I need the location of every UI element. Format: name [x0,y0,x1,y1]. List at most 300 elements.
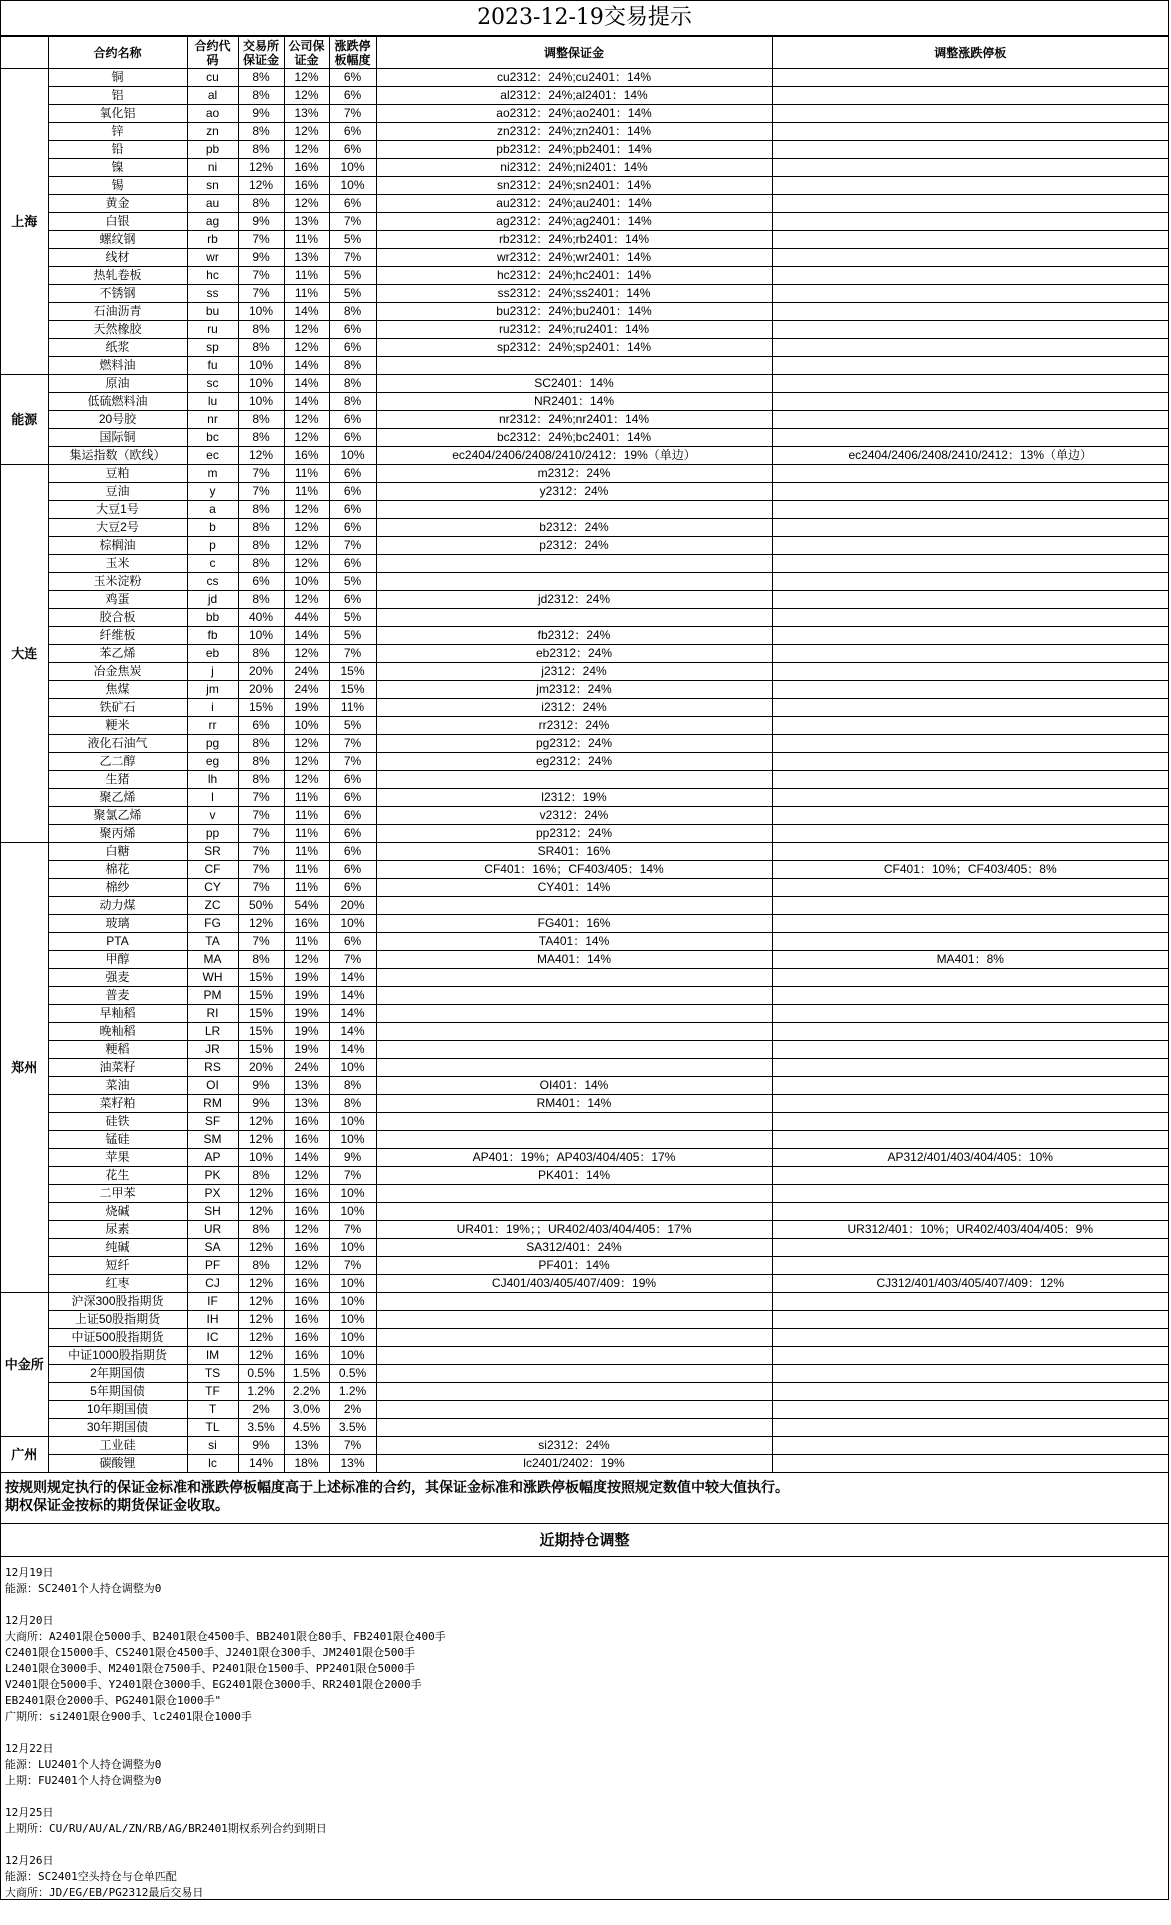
contract-name: 动力煤 [48,897,187,915]
contract-code: bu [187,303,238,321]
table-row [1,285,1168,303]
table-row [1,267,1168,285]
adjusted-limit [772,1077,1168,1095]
company-margin: 12% [284,771,329,789]
contract-name: 热轧卷板 [48,267,187,285]
contract-name: 原油 [48,375,187,393]
adjusted-limit [772,663,1168,681]
table-row [1,915,1168,933]
limit-range: 9% [329,1149,376,1167]
limit-range: 7% [329,213,376,231]
adjusted-limit [772,555,1168,573]
contract-name: 聚乙烯 [48,789,187,807]
contract-name: 5年期国债 [48,1383,187,1401]
contract-code: ag [187,213,238,231]
contract-name: 石油沥青 [48,303,187,321]
company-margin: 12% [284,429,329,447]
company-margin: 16% [284,1275,329,1293]
adjusted-margin: ru2312：24%;ru2401：14% [376,321,772,339]
exchange-margin: 8% [238,537,284,555]
limit-range: 10% [329,1311,376,1329]
adjusted-margin: TA401：14% [376,933,772,951]
adjusted-margin: SA312/401：24% [376,1239,772,1257]
adjusted-margin [376,1383,772,1401]
adjusted-limit [772,789,1168,807]
adjusted-margin: zn2312：24%;zn2401：14% [376,123,772,141]
adjusted-margin [376,1203,772,1221]
limit-range: 7% [329,645,376,663]
contract-name: 强麦 [48,969,187,987]
exchange-margin: 10% [238,393,284,411]
contract-code: y [187,483,238,501]
contract-name: 棉花 [48,861,187,879]
exchange-margin: 20% [238,681,284,699]
contract-code: IM [187,1347,238,1365]
contract-name: 生猪 [48,771,187,789]
exchange-margin: 3.5% [238,1419,284,1437]
table-row [1,1257,1168,1275]
adjusted-limit [772,177,1168,195]
adjusted-margin [376,1059,772,1077]
contract-name: 棉纱 [48,879,187,897]
table-row [1,1419,1168,1437]
company-margin: 18% [284,1455,329,1473]
company-margin: 16% [284,1113,329,1131]
adjusted-limit: CF401：10%；CF403/405：8% [772,861,1168,879]
limit-range: 6% [329,591,376,609]
contract-name: 10年期国债 [48,1401,187,1419]
exchange-margin: 0.5% [238,1365,284,1383]
contract-name: 菜籽粕 [48,1095,187,1113]
exchange-margin: 12% [238,1113,284,1131]
contract-code: cs [187,573,238,591]
table-row [1,1185,1168,1203]
table-row [1,1041,1168,1059]
adjusted-limit [772,1023,1168,1041]
header-cell [1,37,48,69]
company-margin: 19% [284,1023,329,1041]
company-margin: 16% [284,1239,329,1257]
company-margin: 16% [284,1311,329,1329]
adjustment-line: 上期所：CU/RU/AU/AL/ZN/RB/AG/BR2401期权系列合约到期日 [5,1822,327,1835]
contract-name: 锌 [48,123,187,141]
company-margin: 11% [284,789,329,807]
limit-range: 5% [329,573,376,591]
adjusted-margin: eb2312：24% [376,645,772,663]
adjusted-margin: sn2312：24%;sn2401：14% [376,177,772,195]
adjustment-line: 能源：LU2401个人持仓调整为0 [5,1758,162,1771]
contract-code: AP [187,1149,238,1167]
contract-name: 铅 [48,141,187,159]
adjusted-margin: ao2312：24%;ao2401：14% [376,105,772,123]
adjusted-limit [772,231,1168,249]
exchange-margin: 15% [238,699,284,717]
table-row [1,195,1168,213]
company-margin: 19% [284,1041,329,1059]
table-row [1,123,1168,141]
adjusted-margin: PF401：14% [376,1257,772,1275]
contract-name: 玉米 [48,555,187,573]
table-row [1,501,1168,519]
contract-code: cu [187,69,238,87]
adjusted-limit: ec2404/2406/2408/2410/2412：13%（单边） [772,447,1168,465]
table-row [1,879,1168,897]
contract-code: rb [187,231,238,249]
contract-name: 2年期国债 [48,1365,187,1383]
company-margin: 11% [284,807,329,825]
contract-code: PX [187,1185,238,1203]
table-row [1,1437,1168,1455]
contract-code: MA [187,951,238,969]
adjusted-limit [772,267,1168,285]
adjusted-margin [376,1185,772,1203]
adjusted-limit [772,195,1168,213]
adjustment-line: L2401限仓3000手、M2401限仓7500手、P2401限仓1500手、PP2401限仓5000手 [5,1662,416,1675]
recent-adjustments [1,1557,1168,1925]
exchange-margin: 8% [238,951,284,969]
contract-name: PTA [48,933,187,951]
adjusted-limit [772,825,1168,843]
table-row [1,933,1168,951]
limit-range: 8% [329,1095,376,1113]
company-margin: 11% [284,879,329,897]
adjusted-margin [376,1005,772,1023]
exchange-margin: 8% [238,519,284,537]
adjusted-margin [376,969,772,987]
adjusted-limit [772,627,1168,645]
company-margin: 24% [284,663,329,681]
contract-code: PK [187,1167,238,1185]
contract-code: RM [187,1095,238,1113]
contract-code: TL [187,1419,238,1437]
company-margin: 12% [284,69,329,87]
header-cell: 公司保证金 [284,37,329,69]
limit-range: 7% [329,753,376,771]
exchange-margin: 7% [238,933,284,951]
exchange-margin: 20% [238,1059,284,1077]
exchange-margin: 15% [238,969,284,987]
adjustment-date: 12月26日 [5,1854,54,1867]
contract-code: SR [187,843,238,861]
contract-name: 螺纹钢 [48,231,187,249]
company-margin: 11% [284,483,329,501]
rule-note [1,1473,1168,1524]
contract-code: TA [187,933,238,951]
contract-code: TF [187,1383,238,1401]
company-margin: 2.2% [284,1383,329,1401]
company-margin: 12% [284,123,329,141]
company-margin: 12% [284,339,329,357]
exchange-margin: 12% [238,447,284,465]
exchange-margin: 12% [238,159,284,177]
adjusted-margin: p2312：24% [376,537,772,555]
contract-name: 粳稻 [48,1041,187,1059]
company-margin: 12% [284,195,329,213]
adjusted-limit [772,393,1168,411]
company-margin: 19% [284,699,329,717]
company-margin: 13% [284,249,329,267]
adjusted-margin [376,1329,772,1347]
table-row [1,735,1168,753]
exchange-margin: 12% [238,1239,284,1257]
limit-range: 7% [329,951,376,969]
contract-name: 纯碱 [48,1239,187,1257]
adjusted-limit [772,1059,1168,1077]
adjusted-margin [376,1365,772,1383]
table-row [1,987,1168,1005]
contract-code: eg [187,753,238,771]
adjusted-margin [376,1401,772,1419]
exchange-margin: 12% [238,177,284,195]
company-margin: 12% [284,87,329,105]
company-margin: 11% [284,285,329,303]
limit-range: 6% [329,321,376,339]
limit-range: 15% [329,663,376,681]
contract-name: 硅铁 [48,1113,187,1131]
contract-code: p [187,537,238,555]
adjusted-limit [772,87,1168,105]
contract-code: wr [187,249,238,267]
contract-name: 燃料油 [48,357,187,375]
table-row [1,1023,1168,1041]
contract-code: JR [187,1041,238,1059]
exchange-margin: 9% [238,1437,284,1455]
adjusted-limit [772,987,1168,1005]
exchange-margin: 12% [238,1185,284,1203]
adjusted-margin: sp2312：24%;sp2401：14% [376,339,772,357]
adjusted-margin: jd2312：24% [376,591,772,609]
contract-code: bc [187,429,238,447]
adjusted-margin [376,987,772,1005]
table-row [1,645,1168,663]
contract-code: IF [187,1293,238,1311]
contract-code: ao [187,105,238,123]
table-row [1,159,1168,177]
adjusted-margin: y2312：24% [376,483,772,501]
limit-range: 6% [329,519,376,537]
contract-name: 冶金焦炭 [48,663,187,681]
limit-range: 0.5% [329,1365,376,1383]
adjusted-limit [772,465,1168,483]
note-line: 按规则规定执行的保证金标准和涨跌停板幅度高于上述标准的合约，其保证金标准和涨跌停板幅度按照规定数值中较大值执行。 [5,1480,789,1496]
adjustment-line: 大商所：JD/EG/EB/PG2312最后交易日 [5,1886,204,1899]
limit-range: 7% [329,249,376,267]
company-margin: 11% [284,267,329,285]
adjusted-limit [772,1167,1168,1185]
contract-name: 粳米 [48,717,187,735]
table-row [1,1329,1168,1347]
exchange-margin: 2% [238,1401,284,1419]
adjusted-limit [772,411,1168,429]
limit-range: 8% [329,393,376,411]
exchange-margin: 9% [238,213,284,231]
contract-name: 铜 [48,69,187,87]
exchange-cell: 郑州 [1,843,48,1293]
contract-code: ec [187,447,238,465]
exchange-margin: 8% [238,753,284,771]
limit-range: 6% [329,411,376,429]
contract-name: 低硫燃料油 [48,393,187,411]
contract-name: 30年期国债 [48,1419,187,1437]
contract-name: 短纤 [48,1257,187,1275]
contract-name: 花生 [48,1167,187,1185]
exchange-margin: 8% [238,87,284,105]
limit-range: 10% [329,447,376,465]
contract-name: 纤维板 [48,627,187,645]
adjusted-limit [772,1401,1168,1419]
limit-range: 2% [329,1401,376,1419]
adjusted-margin: hc2312：24%;hc2401：14% [376,267,772,285]
table-row [1,861,1168,879]
limit-range: 5% [329,717,376,735]
exchange-margin: 8% [238,555,284,573]
contract-name: 油菜籽 [48,1059,187,1077]
company-margin: 12% [284,141,329,159]
table-row [1,1347,1168,1365]
adjusted-limit: CJ312/401/403/405/407/409：12% [772,1275,1168,1293]
adjusted-limit [772,159,1168,177]
table-row [1,375,1168,393]
adjustment-date: 12月22日 [5,1742,54,1755]
table-row [1,1293,1168,1311]
exchange-margin: 8% [238,411,284,429]
contract-code: lc [187,1455,238,1473]
limit-range: 6% [329,789,376,807]
exchange-margin: 7% [238,861,284,879]
table-row [1,1401,1168,1419]
limit-range: 10% [329,1185,376,1203]
table-row [1,1455,1168,1473]
exchange-margin: 9% [238,1077,284,1095]
contract-name: 中证1000股指期货 [48,1347,187,1365]
adjusted-limit: UR312/401：10%；UR402/403/404/405：9% [772,1221,1168,1239]
company-margin: 13% [284,1095,329,1113]
contract-name: 聚氯乙烯 [48,807,187,825]
limit-range: 10% [329,159,376,177]
table-row [1,1077,1168,1095]
limit-range: 5% [329,267,376,285]
contract-name: 尿素 [48,1221,187,1239]
contract-name: 碳酸锂 [48,1455,187,1473]
table-row [1,1095,1168,1113]
exchange-margin: 7% [238,267,284,285]
company-margin: 10% [284,717,329,735]
adjusted-margin: lc2401/2402：19% [376,1455,772,1473]
limit-range: 8% [329,1077,376,1095]
adjusted-limit [772,879,1168,897]
table-row [1,681,1168,699]
exchange-margin: 8% [238,591,284,609]
contract-code: OI [187,1077,238,1095]
table-row [1,303,1168,321]
contract-code: UR [187,1221,238,1239]
contract-code: zn [187,123,238,141]
page-title: 2023-12-19交易提示 [1,1,1168,36]
limit-range: 6% [329,879,376,897]
adjustment-line: 能源：SC2401空头持仓与仓单匹配 [5,1870,177,1883]
table-row [1,825,1168,843]
limit-range: 10% [329,1275,376,1293]
limit-range: 10% [329,1131,376,1149]
adjusted-limit [772,105,1168,123]
contract-code: j [187,663,238,681]
exchange-margin: 15% [238,987,284,1005]
company-margin: 44% [284,609,329,627]
table-row [1,519,1168,537]
contract-code: ss [187,285,238,303]
company-margin: 12% [284,519,329,537]
contract-code: bb [187,609,238,627]
company-margin: 14% [284,627,329,645]
table-row [1,699,1168,717]
table-row [1,807,1168,825]
adjusted-margin: fb2312：24% [376,627,772,645]
adjusted-margin: al2312：24%;al2401：14% [376,87,772,105]
adjusted-margin: v2312：24% [376,807,772,825]
table-row [1,87,1168,105]
adjusted-limit [772,1095,1168,1113]
table-header [1,37,1168,69]
exchange-margin: 6% [238,573,284,591]
table-row [1,663,1168,681]
exchange-margin: 8% [238,339,284,357]
adjusted-limit [772,249,1168,267]
limit-range: 1.2% [329,1383,376,1401]
company-margin: 16% [284,159,329,177]
table-row [1,465,1168,483]
exchange-margin: 12% [238,1131,284,1149]
adjusted-margin: bc2312：24%;bc2401：14% [376,429,772,447]
table-row [1,393,1168,411]
contract-code: si [187,1437,238,1455]
table-row [1,573,1168,591]
table-row [1,483,1168,501]
adjusted-limit [772,483,1168,501]
table-row [1,105,1168,123]
contract-code: au [187,195,238,213]
note-line: 期权保证金按标的期货保证金收取。 [5,1498,229,1514]
company-margin: 16% [284,447,329,465]
contract-name: 黄金 [48,195,187,213]
company-margin: 10% [284,573,329,591]
table-row [1,969,1168,987]
limit-range: 6% [329,123,376,141]
contract-code: jm [187,681,238,699]
exchange-margin: 10% [238,375,284,393]
contract-name: 胶合板 [48,609,187,627]
contract-code: SM [187,1131,238,1149]
adjusted-limit [772,1419,1168,1437]
company-margin: 12% [284,645,329,663]
table-row [1,1221,1168,1239]
adjusted-limit [772,1131,1168,1149]
adjusted-margin [376,771,772,789]
limit-range: 15% [329,681,376,699]
adjusted-margin: bu2312：24%;bu2401：14% [376,303,772,321]
contract-name: 红枣 [48,1275,187,1293]
adjustment-line: 能源：SC2401个人持仓调整为0 [5,1582,162,1595]
adjustment-line: 广期所：si2401限仓900手、lc2401限仓1000手 [5,1710,252,1723]
contract-code: i [187,699,238,717]
adjustment-date: 12月25日 [5,1806,54,1819]
contract-name: 线材 [48,249,187,267]
table-row [1,321,1168,339]
contract-code: m [187,465,238,483]
contract-code: lh [187,771,238,789]
exchange-margin: 15% [238,1041,284,1059]
limit-range: 6% [329,87,376,105]
adjusted-limit [772,1293,1168,1311]
